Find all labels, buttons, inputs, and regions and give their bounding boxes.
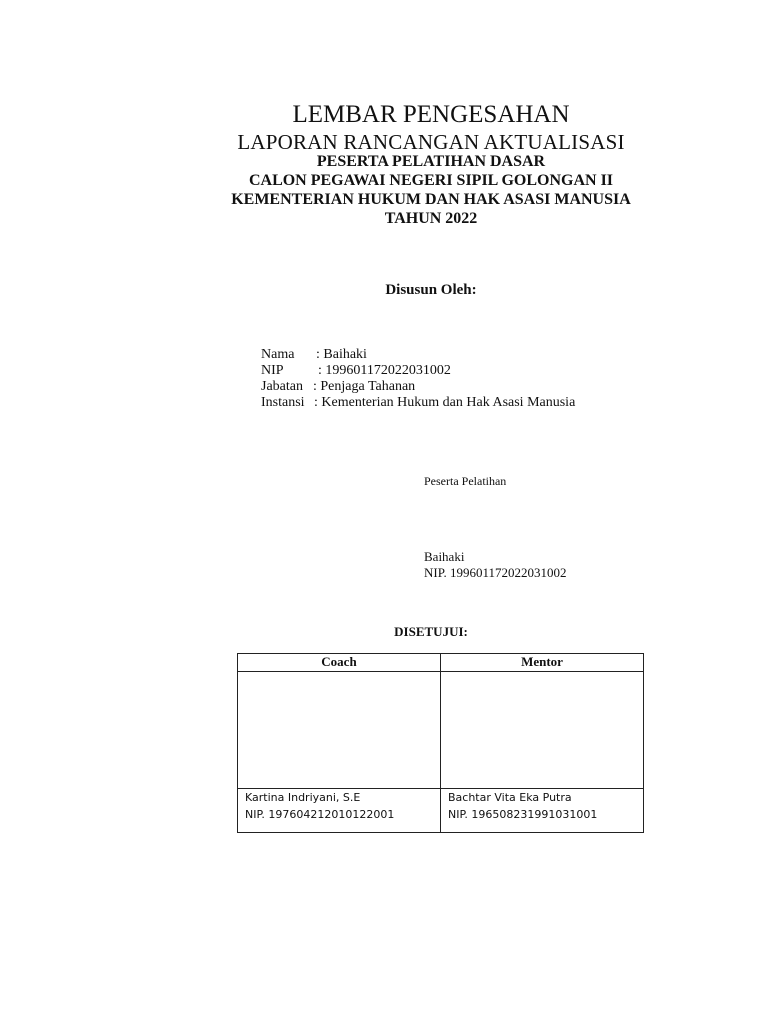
participant-role: Peserta Pelatihan — [424, 474, 507, 488]
mentor-column-header: Mentor — [441, 654, 644, 672]
coach-cell — [238, 789, 441, 833]
author-info — [261, 347, 575, 411]
compiled-by-heading: Disusun Oleh: — [385, 282, 477, 298]
info-value: : Penjaga Tahanan — [313, 379, 416, 394]
coach-name: Kartina Indriyani, S.E — [245, 791, 361, 804]
mentor-cell — [441, 789, 644, 833]
info-label: Instansi — [261, 395, 305, 410]
table-header-row — [238, 654, 644, 672]
participant-name: Baihaki — [424, 549, 465, 564]
info-value: : 199601172022031002 — [318, 363, 451, 378]
mentor-name: Bachtar Vita Eka Putra — [448, 791, 572, 804]
info-row-instansi — [261, 395, 575, 411]
heading-line-4: TAHUN 2022 — [384, 210, 478, 227]
info-value: : Baihaki — [316, 347, 367, 362]
mentor-nip: NIP. 196508231991031001 — [448, 808, 598, 821]
participant-nip: NIP. 199601172022031002 — [424, 565, 567, 580]
coach-column-header: Coach — [238, 654, 441, 672]
coach-nip: NIP. 197604212010122001 — [245, 808, 395, 821]
info-value: : Kementerian Hukum dan Hak Asasi Manusia — [314, 395, 576, 410]
coach-signature-space — [238, 672, 441, 789]
approval-heading: DISETUJUI: — [394, 624, 468, 639]
document-subtitle: LAPORAN RANCANGAN AKTUALISASI — [237, 130, 625, 154]
info-row-nama — [261, 347, 575, 363]
info-row-jabatan — [261, 379, 575, 395]
info-label: Nama — [261, 347, 295, 362]
info-label: Jabatan — [261, 379, 303, 394]
approval-table — [237, 653, 644, 833]
heading-line-3: KEMENTERIAN HUKUM DAN HAK ASASI MANUSIA — [231, 191, 631, 208]
signature-space-row — [238, 672, 644, 789]
info-label: NIP — [261, 363, 284, 378]
document-title: LEMBAR PENGESAHAN — [292, 101, 570, 128]
table-row — [238, 789, 644, 833]
heading-line-1: PESERTA PELATIHAN DASAR — [316, 153, 546, 170]
mentor-signature-space — [441, 672, 644, 789]
heading-line-2: CALON PEGAWAI NEGERI SIPIL GOLONGAN II — [248, 172, 614, 189]
info-row-nip — [261, 363, 575, 379]
